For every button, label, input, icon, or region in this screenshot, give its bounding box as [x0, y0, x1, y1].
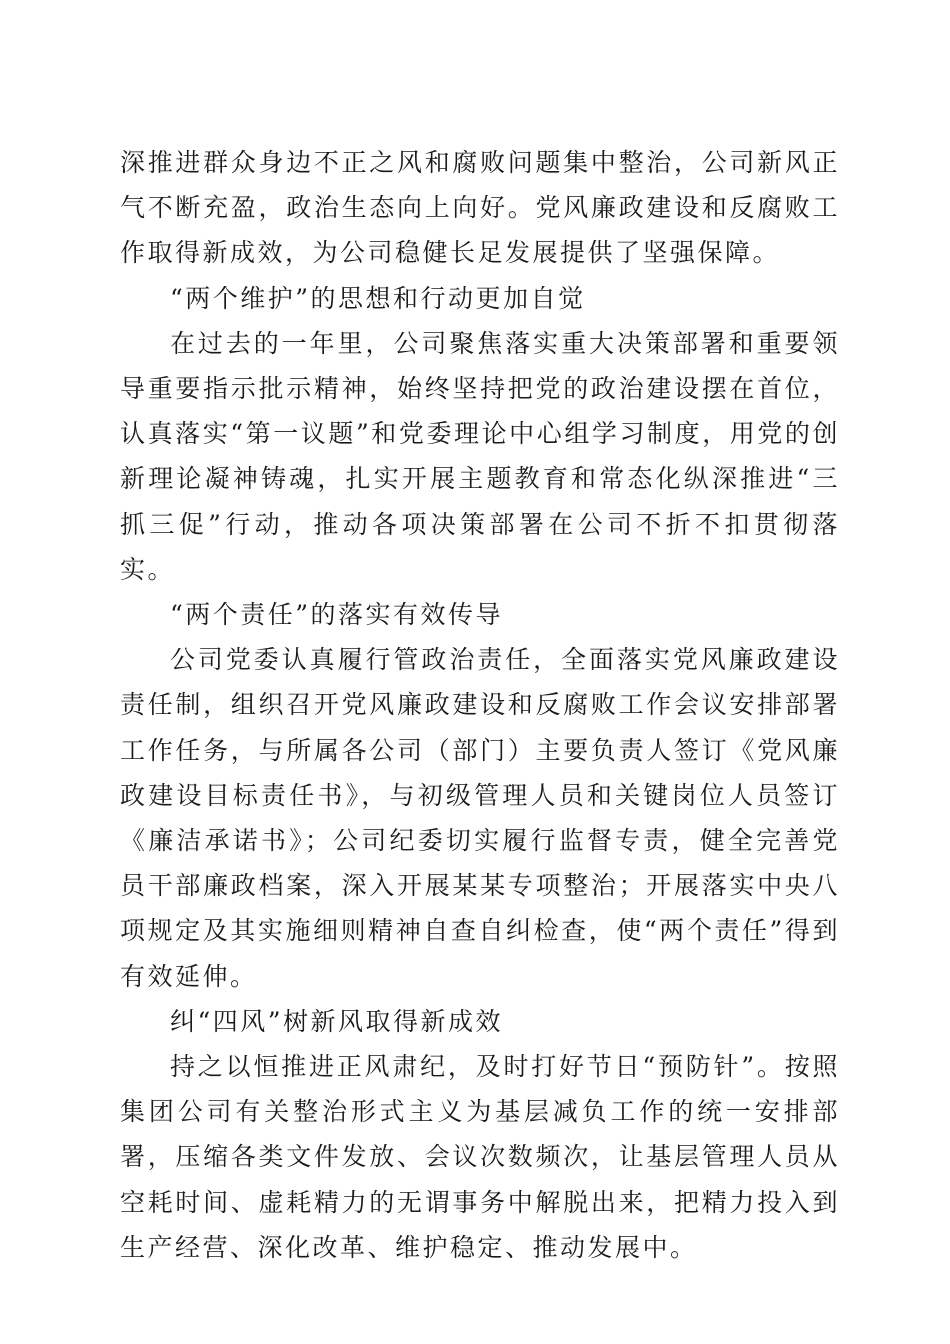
- section-heading-two-safeguards: “两个维护”的思想和行动更加自觉: [170, 283, 586, 313]
- document-body: [120, 140, 840, 1270]
- section-heading-two-responsibilities: “两个责任”的落实有效传导: [170, 600, 504, 630]
- paragraph-discipline-rectification: 持之以恒推进正风肃纪，及时打好节日“预防针”。按照集团公司有关整治形式主义为基层减负工作的统一安排部署，压缩各类文件发放、会议次数频次，让基层管理人员从空耗时间、虚耗精力的无谓事务中解脱出来，把精力投入到生产经营、深化改革、维护稳定、推动发展中。: [120, 1052, 840, 1262]
- paragraph-responsibility-system: 公司党委认真履行管政治责任，全面落实党风廉政建设责任制，组织召开党风廉政建设和反腐败工作会议安排部署工作任务，与所属各公司（部门）主要负责人签订《党风廉政建设目标责任书》，与初级管理人员和关键岗位人员签订《廉洁承诺书》；公司纪委切实履行监督专责，健全完善党员干部廉政档案，深入开展某某专项整治；开展落实中央八项规定及其实施细则精神自查自纠检查，使“两个责任”得到有效延伸。: [120, 645, 840, 991]
- paragraph-continued-intro: 深推进群众身边不正之风和腐败问题集中整治，公司新风正气不断充盈，政治生态向上向好。党风廉政建设和反腐败工作取得新成效，为公司稳健长足发展提供了坚强保障。: [120, 148, 840, 268]
- section-heading-four-winds: 纠“四风”树新风取得新成效: [170, 1006, 504, 1036]
- paragraph-political-building: 在过去的一年里，公司聚焦落实重大决策部署和重要领导重要指示批示精神，始终坚持把党的政治建设摆在首位，认真落实“第一议题”和党委理论中心组学习制度，用党的创新理论凝神铸魂，扎实开展主题教育和常态化纵深推进“三抓三促”行动，推动各项决策部署在公司不折不扣贯彻落实。: [120, 328, 840, 584]
